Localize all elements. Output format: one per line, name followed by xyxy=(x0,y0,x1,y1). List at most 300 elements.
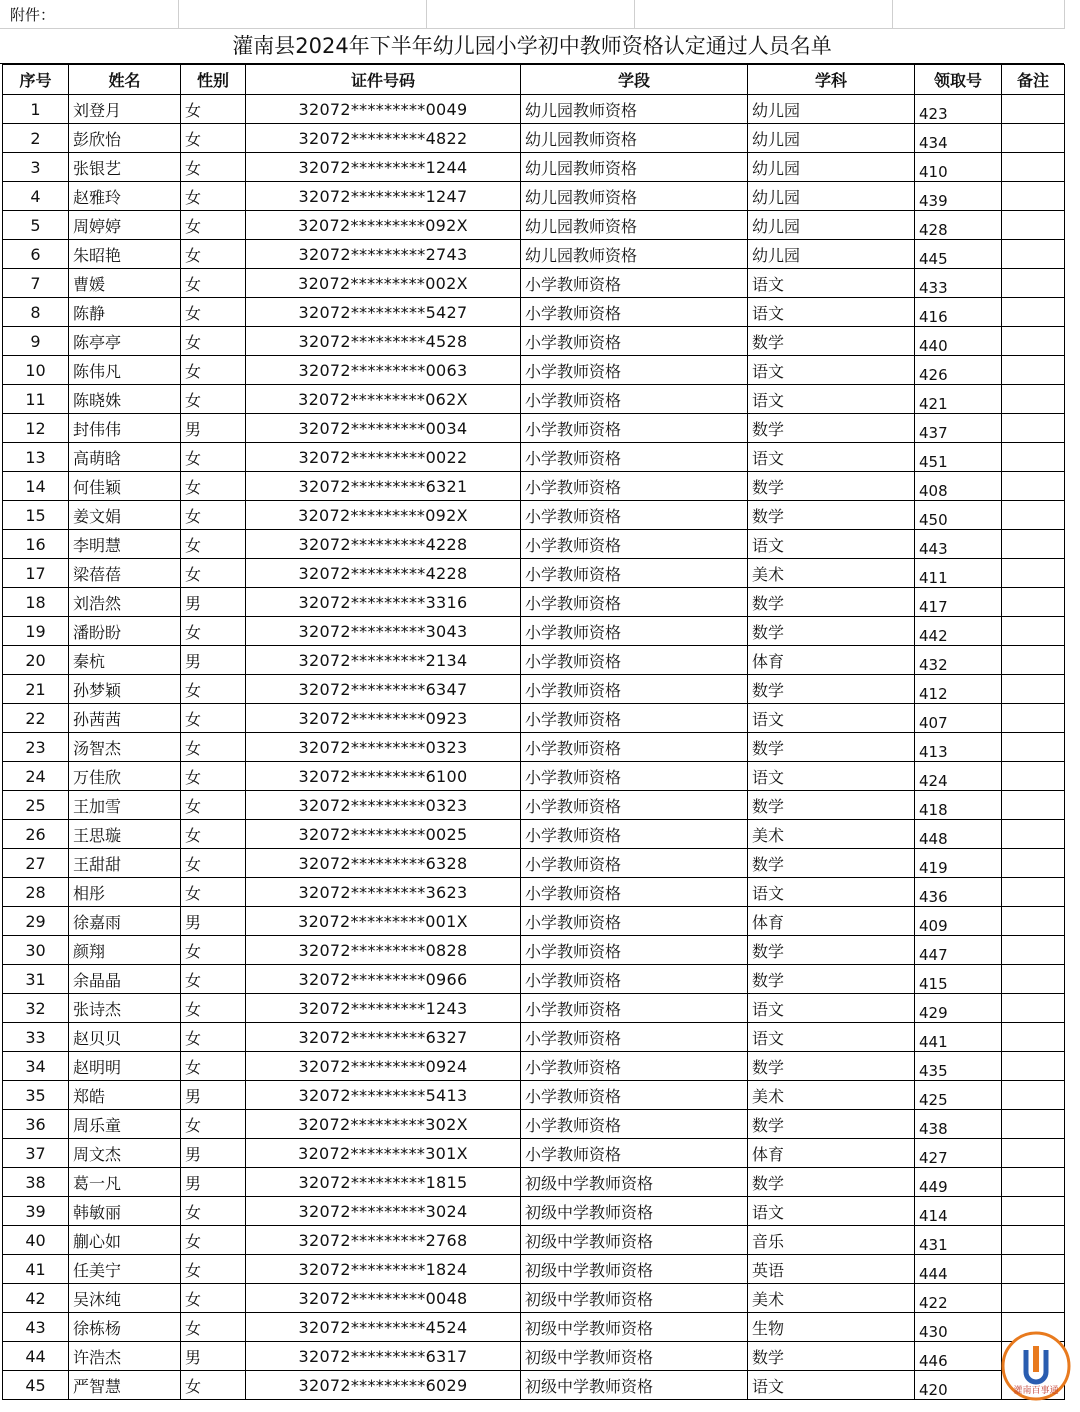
cell-id: 32072*********3024 xyxy=(246,1197,521,1226)
table-row xyxy=(3,965,1065,994)
cell-name: 周婷婷 xyxy=(69,211,181,240)
cell-id: 32072*********0323 xyxy=(246,791,521,820)
table-row xyxy=(3,1023,1065,1052)
cell-name: 梁蓓蓓 xyxy=(69,559,181,588)
table-row xyxy=(3,1371,1065,1400)
header-note: 备注 xyxy=(1002,65,1065,95)
cell-name: 刘登月 xyxy=(69,95,181,124)
cell-code: 420 xyxy=(915,1371,1002,1400)
cell-note xyxy=(1002,936,1065,965)
cell-gender: 女 xyxy=(181,356,246,385)
cell-gender: 女 xyxy=(181,1371,246,1400)
cell-note xyxy=(1002,617,1065,646)
cell-note xyxy=(1002,646,1065,675)
cell-no: 41 xyxy=(3,1255,69,1284)
cell-subject: 数学 xyxy=(748,472,915,501)
cell-note xyxy=(1002,1197,1065,1226)
cell-level: 小学教师资格 xyxy=(521,1023,748,1052)
cell-level: 幼儿园教师资格 xyxy=(521,95,748,124)
cell-note xyxy=(1002,588,1065,617)
cell-code: 446 xyxy=(915,1342,1002,1371)
cell-name: 吴沐纯 xyxy=(69,1284,181,1313)
cell-id: 32072*********0924 xyxy=(246,1052,521,1081)
table-row xyxy=(3,820,1065,849)
cell-note xyxy=(1002,965,1065,994)
cell-note xyxy=(1002,791,1065,820)
cell-no: 36 xyxy=(3,1110,69,1139)
cell-code: 416 xyxy=(915,298,1002,327)
cell-gender: 男 xyxy=(181,414,246,443)
cell-gender: 女 xyxy=(181,298,246,327)
grid-cell xyxy=(426,0,635,29)
cell-gender: 女 xyxy=(181,1110,246,1139)
cell-id: 32072*********0022 xyxy=(246,443,521,472)
cell-gender: 女 xyxy=(181,791,246,820)
cell-subject: 幼儿园 xyxy=(748,124,915,153)
cell-no: 5 xyxy=(3,211,69,240)
cell-name: 王加雪 xyxy=(69,791,181,820)
cell-code: 430 xyxy=(915,1313,1002,1342)
cell-note xyxy=(1002,356,1065,385)
cell-gender: 女 xyxy=(181,675,246,704)
cell-no: 24 xyxy=(3,762,69,791)
table-row xyxy=(3,1342,1065,1371)
cell-code: 450 xyxy=(915,501,1002,530)
cell-code: 443 xyxy=(915,530,1002,559)
watermark-text: 灌南百事通 xyxy=(1013,1386,1059,1396)
cell-level: 幼儿园教师资格 xyxy=(521,240,748,269)
table-row xyxy=(3,124,1065,153)
cell-id: 32072*********1815 xyxy=(246,1168,521,1197)
cell-id: 32072*********4228 xyxy=(246,559,521,588)
cell-note xyxy=(1002,1139,1065,1168)
cell-level: 小学教师资格 xyxy=(521,501,748,530)
table-row xyxy=(3,1313,1065,1342)
cell-gender: 女 xyxy=(181,1313,246,1342)
cell-no: 18 xyxy=(3,588,69,617)
watermark-logo xyxy=(1000,1330,1072,1402)
cell-gender: 女 xyxy=(181,240,246,269)
cell-gender: 女 xyxy=(181,269,246,298)
header-no: 序号 xyxy=(3,65,69,95)
cell-code: 436 xyxy=(915,878,1002,907)
cell-code: 423 xyxy=(915,95,1002,124)
cell-name: 潘盼盼 xyxy=(69,617,181,646)
cell-id: 32072*********6321 xyxy=(246,472,521,501)
cell-name: 赵雅玲 xyxy=(69,182,181,211)
cell-subject: 语文 xyxy=(748,298,915,327)
cell-level: 初级中学教师资格 xyxy=(521,1197,748,1226)
cell-name: 周乐童 xyxy=(69,1110,181,1139)
cell-name: 严智慧 xyxy=(69,1371,181,1400)
cell-code: 441 xyxy=(915,1023,1002,1052)
cell-no: 33 xyxy=(3,1023,69,1052)
cell-level: 小学教师资格 xyxy=(521,385,748,414)
cell-code: 431 xyxy=(915,1226,1002,1255)
cell-name: 赵贝贝 xyxy=(69,1023,181,1052)
cell-level: 初级中学教师资格 xyxy=(521,1168,748,1197)
cell-name: 任美宁 xyxy=(69,1255,181,1284)
cell-note xyxy=(1002,878,1065,907)
cell-level: 初级中学教师资格 xyxy=(521,1284,748,1313)
table-row xyxy=(3,443,1065,472)
table-row xyxy=(3,1284,1065,1313)
cell-id: 32072*********0966 xyxy=(246,965,521,994)
cell-gender: 男 xyxy=(181,907,246,936)
cell-code: 434 xyxy=(915,124,1002,153)
cell-no: 44 xyxy=(3,1342,69,1371)
cell-gender: 男 xyxy=(181,1139,246,1168)
cell-id: 32072*********3623 xyxy=(246,878,521,907)
cell-subject: 数学 xyxy=(748,791,915,820)
cell-no: 21 xyxy=(3,675,69,704)
cell-note xyxy=(1002,182,1065,211)
cell-id: 32072*********3316 xyxy=(246,588,521,617)
cell-level: 小学教师资格 xyxy=(521,791,748,820)
cell-no: 37 xyxy=(3,1139,69,1168)
cell-subject: 美术 xyxy=(748,1081,915,1110)
cell-level: 小学教师资格 xyxy=(521,1052,748,1081)
table-row xyxy=(3,1197,1065,1226)
table-row xyxy=(3,994,1065,1023)
cell-level: 小学教师资格 xyxy=(521,704,748,733)
cell-level: 初级中学教师资格 xyxy=(521,1313,748,1342)
cell-note xyxy=(1002,762,1065,791)
table-row xyxy=(3,704,1065,733)
cell-id: 32072*********6029 xyxy=(246,1371,521,1400)
cell-level: 小学教师资格 xyxy=(521,994,748,1023)
cell-level: 初级中学教师资格 xyxy=(521,1342,748,1371)
cell-note xyxy=(1002,1052,1065,1081)
cell-note xyxy=(1002,994,1065,1023)
cell-level: 小学教师资格 xyxy=(521,849,748,878)
cell-name: 秦杭 xyxy=(69,646,181,675)
cell-code: 419 xyxy=(915,849,1002,878)
header-row xyxy=(3,65,1065,95)
cell-code: 437 xyxy=(915,414,1002,443)
cell-note xyxy=(1002,124,1065,153)
cell-name: 封伟伟 xyxy=(69,414,181,443)
cell-note xyxy=(1002,1284,1065,1313)
cell-subject: 语文 xyxy=(748,704,915,733)
cell-id: 32072*********4228 xyxy=(246,530,521,559)
cell-note xyxy=(1002,385,1065,414)
cell-id: 32072*********6317 xyxy=(246,1342,521,1371)
cell-id: 32072*********0323 xyxy=(246,733,521,762)
cell-name: 何佳颖 xyxy=(69,472,181,501)
cell-level: 小学教师资格 xyxy=(521,1081,748,1110)
table-row xyxy=(3,298,1065,327)
cell-note xyxy=(1002,443,1065,472)
cell-id: 32072*********001X xyxy=(246,907,521,936)
cell-name: 周文杰 xyxy=(69,1139,181,1168)
cell-id: 32072*********062X xyxy=(246,385,521,414)
cell-code: 426 xyxy=(915,356,1002,385)
cell-note xyxy=(1002,414,1065,443)
cell-id: 32072*********301X xyxy=(246,1139,521,1168)
cell-level: 小学教师资格 xyxy=(521,298,748,327)
cell-subject: 语文 xyxy=(748,443,915,472)
cell-level: 小学教师资格 xyxy=(521,269,748,298)
cell-id: 32072*********1244 xyxy=(246,153,521,182)
cell-level: 初级中学教师资格 xyxy=(521,1226,748,1255)
cell-code: 444 xyxy=(915,1255,1002,1284)
cell-code: 449 xyxy=(915,1168,1002,1197)
cell-no: 8 xyxy=(3,298,69,327)
cell-name: 葛一凡 xyxy=(69,1168,181,1197)
watermark-logo-icon xyxy=(1000,1330,1072,1402)
cell-gender: 女 xyxy=(181,443,246,472)
cell-gender: 女 xyxy=(181,1255,246,1284)
cell-no: 26 xyxy=(3,820,69,849)
cell-gender: 女 xyxy=(181,849,246,878)
cell-gender: 男 xyxy=(181,588,246,617)
cell-level: 小学教师资格 xyxy=(521,936,748,965)
cell-note xyxy=(1002,1081,1065,1110)
cell-name: 高萌晗 xyxy=(69,443,181,472)
cell-note xyxy=(1002,849,1065,878)
cell-code: 414 xyxy=(915,1197,1002,1226)
cell-note xyxy=(1002,1023,1065,1052)
cell-name: 朱昭艳 xyxy=(69,240,181,269)
cell-level: 小学教师资格 xyxy=(521,907,748,936)
cell-name: 颜翔 xyxy=(69,936,181,965)
cell-gender: 女 xyxy=(181,762,246,791)
spreadsheet-top-row xyxy=(0,0,1080,28)
cell-no: 2 xyxy=(3,124,69,153)
cell-code: 448 xyxy=(915,820,1002,849)
cell-code: 447 xyxy=(915,936,1002,965)
cell-gender: 女 xyxy=(181,878,246,907)
cell-code: 413 xyxy=(915,733,1002,762)
cell-name: 姜文娟 xyxy=(69,501,181,530)
cell-name: 韩敏丽 xyxy=(69,1197,181,1226)
cell-id: 32072*********0048 xyxy=(246,1284,521,1313)
cell-note xyxy=(1002,1168,1065,1197)
cell-id: 32072*********0025 xyxy=(246,820,521,849)
cell-level: 小学教师资格 xyxy=(521,1139,748,1168)
cell-gender: 女 xyxy=(181,153,246,182)
cell-note xyxy=(1002,675,1065,704)
cell-no: 35 xyxy=(3,1081,69,1110)
grid-cell xyxy=(0,0,179,29)
cell-code: 424 xyxy=(915,762,1002,791)
table-row xyxy=(3,95,1065,124)
cell-level: 幼儿园教师资格 xyxy=(521,153,748,182)
cell-subject: 数学 xyxy=(748,1110,915,1139)
cell-code: 418 xyxy=(915,791,1002,820)
cell-name: 张银艺 xyxy=(69,153,181,182)
cell-no: 25 xyxy=(3,791,69,820)
cell-subject: 语文 xyxy=(748,530,915,559)
table-row xyxy=(3,385,1065,414)
cell-subject: 数学 xyxy=(748,327,915,356)
cell-level: 小学教师资格 xyxy=(521,472,748,501)
cell-code: 429 xyxy=(915,994,1002,1023)
cell-gender: 女 xyxy=(181,182,246,211)
cell-no: 14 xyxy=(3,472,69,501)
table-row xyxy=(3,356,1065,385)
cell-subject: 语文 xyxy=(748,1023,915,1052)
table-row xyxy=(3,414,1065,443)
header-level: 学段 xyxy=(521,65,748,95)
cell-id: 32072*********002X xyxy=(246,269,521,298)
cell-no: 7 xyxy=(3,269,69,298)
cell-level: 小学教师资格 xyxy=(521,733,748,762)
cell-level: 小学教师资格 xyxy=(521,559,748,588)
cell-no: 28 xyxy=(3,878,69,907)
table-row xyxy=(3,1255,1065,1284)
cell-note xyxy=(1002,559,1065,588)
cell-name: 彭欣怡 xyxy=(69,124,181,153)
cell-note xyxy=(1002,1110,1065,1139)
table-row xyxy=(3,240,1065,269)
cell-code: 408 xyxy=(915,472,1002,501)
cell-name: 相彤 xyxy=(69,878,181,907)
table-row xyxy=(3,791,1065,820)
table-row xyxy=(3,878,1065,907)
cell-id: 32072*********1247 xyxy=(246,182,521,211)
cell-id: 32072*********4822 xyxy=(246,124,521,153)
cell-name: 张诗杰 xyxy=(69,994,181,1023)
table-row xyxy=(3,1139,1065,1168)
cell-subject: 数学 xyxy=(748,617,915,646)
cell-subject: 数学 xyxy=(748,414,915,443)
cell-code: 445 xyxy=(915,240,1002,269)
cell-name: 余晶晶 xyxy=(69,965,181,994)
cell-note xyxy=(1002,472,1065,501)
cell-level: 小学教师资格 xyxy=(521,414,748,443)
cell-subject: 语文 xyxy=(748,994,915,1023)
cell-name: 陈静 xyxy=(69,298,181,327)
cell-subject: 语文 xyxy=(748,269,915,298)
table-row xyxy=(3,501,1065,530)
cell-name: 陈晓姝 xyxy=(69,385,181,414)
cell-no: 13 xyxy=(3,443,69,472)
cell-id: 32072*********3043 xyxy=(246,617,521,646)
cell-note xyxy=(1002,1226,1065,1255)
cell-name: 王甜甜 xyxy=(69,849,181,878)
cell-subject: 语文 xyxy=(748,356,915,385)
cell-note xyxy=(1002,1255,1065,1284)
cell-no: 42 xyxy=(3,1284,69,1313)
cell-gender: 男 xyxy=(181,1342,246,1371)
table-body xyxy=(3,95,1065,1400)
cell-level: 初级中学教师资格 xyxy=(521,1255,748,1284)
cell-gender: 女 xyxy=(181,733,246,762)
cell-no: 16 xyxy=(3,530,69,559)
table-row xyxy=(3,472,1065,501)
cell-subject: 语文 xyxy=(748,385,915,414)
table-row xyxy=(3,1226,1065,1255)
cell-no: 22 xyxy=(3,704,69,733)
cell-id: 32072*********0034 xyxy=(246,414,521,443)
cell-no: 11 xyxy=(3,385,69,414)
cell-gender: 女 xyxy=(181,530,246,559)
cell-id: 32072*********0063 xyxy=(246,356,521,385)
cell-name: 刘浩然 xyxy=(69,588,181,617)
roster-table xyxy=(2,64,1065,1400)
cell-id: 32072*********0049 xyxy=(246,95,521,124)
cell-gender: 女 xyxy=(181,1284,246,1313)
cell-subject: 体育 xyxy=(748,646,915,675)
cell-name: 许浩杰 xyxy=(69,1342,181,1371)
cell-gender: 女 xyxy=(181,617,246,646)
cell-name: 郑皓 xyxy=(69,1081,181,1110)
cell-code: 427 xyxy=(915,1139,1002,1168)
cell-level: 幼儿园教师资格 xyxy=(521,211,748,240)
cell-id: 32072*********0923 xyxy=(246,704,521,733)
cell-subject: 幼儿园 xyxy=(748,211,915,240)
cell-code: 435 xyxy=(915,1052,1002,1081)
cell-subject: 语文 xyxy=(748,762,915,791)
cell-no: 3 xyxy=(3,153,69,182)
cell-no: 31 xyxy=(3,965,69,994)
cell-code: 421 xyxy=(915,385,1002,414)
cell-note xyxy=(1002,907,1065,936)
table-row xyxy=(3,559,1065,588)
header-gender: 性别 xyxy=(181,65,246,95)
cell-code: 409 xyxy=(915,907,1002,936)
cell-id: 32072*********6328 xyxy=(246,849,521,878)
cell-subject: 美术 xyxy=(748,820,915,849)
cell-code: 422 xyxy=(915,1284,1002,1313)
cell-code: 410 xyxy=(915,153,1002,182)
header-subject: 学科 xyxy=(748,65,915,95)
cell-subject: 数学 xyxy=(748,733,915,762)
cell-subject: 幼儿园 xyxy=(748,240,915,269)
table-row xyxy=(3,907,1065,936)
cell-subject: 美术 xyxy=(748,1284,915,1313)
cell-name: 曹媛 xyxy=(69,269,181,298)
cell-code: 433 xyxy=(915,269,1002,298)
cell-level: 小学教师资格 xyxy=(521,356,748,385)
table-row xyxy=(3,182,1065,211)
cell-no: 12 xyxy=(3,414,69,443)
cell-level: 幼儿园教师资格 xyxy=(521,182,748,211)
cell-gender: 女 xyxy=(181,1023,246,1052)
grid-cell xyxy=(178,0,427,29)
cell-gender: 女 xyxy=(181,124,246,153)
table-row xyxy=(3,269,1065,298)
cell-note xyxy=(1002,95,1065,124)
cell-subject: 数学 xyxy=(748,1168,915,1197)
cell-id: 32072*********1824 xyxy=(246,1255,521,1284)
cell-no: 43 xyxy=(3,1313,69,1342)
cell-subject: 幼儿园 xyxy=(748,153,915,182)
cell-name: 汤智杰 xyxy=(69,733,181,762)
cell-gender: 女 xyxy=(181,994,246,1023)
table-row xyxy=(3,675,1065,704)
cell-id: 32072*********092X xyxy=(246,211,521,240)
cell-gender: 女 xyxy=(181,327,246,356)
cell-code: 432 xyxy=(915,646,1002,675)
cell-subject: 英语 xyxy=(748,1255,915,1284)
cell-id: 32072*********302X xyxy=(246,1110,521,1139)
cell-id: 32072*********6347 xyxy=(246,675,521,704)
cell-level: 小学教师资格 xyxy=(521,675,748,704)
table-row xyxy=(3,1052,1065,1081)
cell-id: 32072*********4524 xyxy=(246,1313,521,1342)
cell-id: 32072*********6100 xyxy=(246,762,521,791)
cell-no: 27 xyxy=(3,849,69,878)
cell-no: 4 xyxy=(3,182,69,211)
cell-code: 415 xyxy=(915,965,1002,994)
cell-name: 蒯心如 xyxy=(69,1226,181,1255)
cell-subject: 音乐 xyxy=(748,1226,915,1255)
cell-subject: 语文 xyxy=(748,1371,915,1400)
attachment-label: 附件： xyxy=(10,6,56,24)
